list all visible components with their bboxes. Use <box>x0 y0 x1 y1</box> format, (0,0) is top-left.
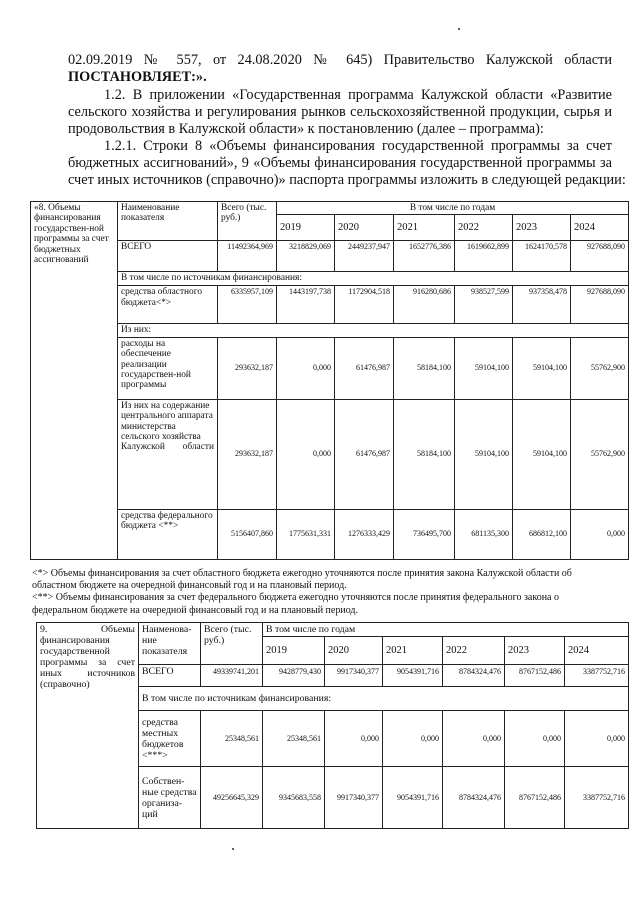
value-cell: 1172904,518 <box>335 286 394 324</box>
value-cell: 0,000 <box>277 399 335 509</box>
federal-budget-label: средства федерального бюджета <**> <box>118 509 218 559</box>
years-header: В том числе по годам <box>277 202 629 215</box>
regional-budget-label: средства областного бюджета<*> <box>118 286 218 324</box>
col-total-header-9: Всего (тыс. руб.) <box>201 623 263 665</box>
intro-line-2: ПОСТАНОВЛЯЕТ:». <box>68 69 207 85</box>
year-2021: 2021 <box>394 215 455 241</box>
value-cell: 1652776,386 <box>394 241 455 272</box>
value-cell: 59104,100 <box>513 399 571 509</box>
row-8-title: «8. Объемы финансирования государствен-ной программы за счет бюджетных ассигнований <box>31 202 118 560</box>
year-2021: 2021 <box>383 637 443 665</box>
value-cell: 11492364,969 <box>218 241 277 272</box>
value-cell: 681135,300 <box>455 509 513 559</box>
value-cell: 0,000 <box>565 711 629 767</box>
scan-speck <box>232 848 234 850</box>
year-2023: 2023 <box>505 637 565 665</box>
value-cell: 5156407,860 <box>218 509 277 559</box>
value-cell: 293632,187 <box>218 337 277 399</box>
year-2022: 2022 <box>455 215 513 241</box>
col-name-header: Наименование показателя <box>118 202 218 241</box>
para-1-2-1-line-1: 1.2.1. Строки 8 «Объемы финансирования государственной программы за счет <box>104 138 612 154</box>
value-cell: 3387752,716 <box>565 767 629 829</box>
col-name-header-9: Наименова-ние показателя <box>139 623 201 665</box>
value-cell: 1775631,331 <box>277 509 335 559</box>
value-cell: 927688,090 <box>571 241 629 272</box>
table-row <box>31 241 629 272</box>
value-cell: 293632,187 <box>218 399 277 509</box>
value-cell: 8767152,486 <box>505 665 565 687</box>
year-2020: 2020 <box>335 215 394 241</box>
para-1-2-1-line-3: счет иных источников (справочно)» паспорта программы изложить в следующей редакции: <box>68 172 626 188</box>
years-header-9: В том числе по годам <box>263 623 629 637</box>
table-row <box>31 509 629 559</box>
value-cell: 1619662,899 <box>455 241 513 272</box>
by-sources-label-9: В том числе по источникам финансирования: <box>139 687 629 711</box>
para-1-2-1-line-2: бюджетных ассигнований», 9 «Объемы финансирования государственной программы за <box>68 155 612 171</box>
own-funds-label: Собствен-ные средства организа-ций <box>139 767 201 829</box>
value-cell: 9054391,716 <box>383 767 443 829</box>
value-cell: 58184,100 <box>394 337 455 399</box>
value-cell: 8784324,476 <box>443 665 505 687</box>
table-row-9 <box>36 622 629 829</box>
table-row <box>31 286 629 324</box>
value-cell: 59104,100 <box>455 337 513 399</box>
of-them-label: Из них: <box>118 324 629 337</box>
value-cell: 8767152,486 <box>505 767 565 829</box>
intro-line-1: 02.09.2019 № 557, от 24.08.2020 № 645) Правительство Калужской области <box>68 52 612 68</box>
value-cell: 916280,686 <box>394 286 455 324</box>
value-cell: 2449237,947 <box>335 241 394 272</box>
value-cell: 49339741,201 <box>201 665 263 687</box>
col-total-header: Всего (тыс. руб.) <box>218 202 277 241</box>
value-cell: 55762,900 <box>571 399 629 509</box>
year-2019: 2019 <box>277 215 335 241</box>
local-budget-label: средства местных бюджетов <***> <box>139 711 201 767</box>
value-cell: 0,000 <box>571 509 629 559</box>
value-cell: 59104,100 <box>455 399 513 509</box>
footnote-2-line-2: федеральном бюджете на очередной финансовый год и на плановый период. <box>32 605 359 616</box>
year-2023: 2023 <box>513 215 571 241</box>
value-cell: 58184,100 <box>394 399 455 509</box>
value-cell: 49256645,329 <box>201 767 263 829</box>
value-cell: 686812,100 <box>513 509 571 559</box>
central-apparatus-label: Из них на содержание центрального аппарата министерства сельского хозяйства Калужской области <box>118 399 218 509</box>
value-cell: 55762,900 <box>571 337 629 399</box>
value-cell: 9428779,430 <box>263 665 325 687</box>
footnote-1-line-1: <*> Объемы финансирования за счет областного бюджета ежегодно уточняются после принятия закона Калужской области об <box>32 568 572 579</box>
total-label-9: ВСЕГО <box>139 665 201 687</box>
row-9-title: 9. Объемы финансирования государственной программы за счет иных источников (справочно) <box>37 623 139 829</box>
value-cell: 1276333,429 <box>335 509 394 559</box>
value-cell: 0,000 <box>325 711 383 767</box>
value-cell: 59104,100 <box>513 337 571 399</box>
value-cell: 927688,090 <box>571 286 629 324</box>
value-cell: 61476,987 <box>335 337 394 399</box>
footnote-1-line-2: областном бюджете на очередной финансовый год и на плановый период. <box>32 580 347 591</box>
table-row-8 <box>30 201 629 560</box>
value-cell: 0,000 <box>443 711 505 767</box>
value-cell: 9345683,558 <box>263 767 325 829</box>
value-cell: 0,000 <box>383 711 443 767</box>
value-cell: 736495,700 <box>394 509 455 559</box>
expenses-label: расходы на обеспечение реализации государствен-ной программы <box>118 337 218 399</box>
footnote-2-line-1: <**> Объемы финансирования за счет федерального бюджета ежегодно уточняются после принятия федерального закона о <box>32 592 559 603</box>
value-cell: 1624170,578 <box>513 241 571 272</box>
year-2019: 2019 <box>263 637 325 665</box>
value-cell: 938527,599 <box>455 286 513 324</box>
by-sources-label: В том числе по источникам финансирования: <box>118 272 629 286</box>
value-cell: 0,000 <box>505 711 565 767</box>
scan-speck <box>458 28 460 30</box>
value-cell: 6335957,109 <box>218 286 277 324</box>
para-1-2-line-1: 1.2. В приложении «Государственная программа Калужской области «Развитие <box>104 87 612 103</box>
value-cell: 25348,561 <box>201 711 263 767</box>
para-1-2-line-3: продовольствия в Калужской области» к постановлению (далее – программа): <box>68 121 544 137</box>
value-cell: 61476,987 <box>335 399 394 509</box>
year-2022: 2022 <box>443 637 505 665</box>
value-cell: 9054391,716 <box>383 665 443 687</box>
table-row <box>31 337 629 399</box>
value-cell: 25348,561 <box>263 711 325 767</box>
value-cell: 9917340,377 <box>325 665 383 687</box>
table-row <box>31 399 629 509</box>
para-1-2-line-2: сельского хозяйства и регулирования рынков сельскохозяйственной продукции, сырья и <box>68 104 612 120</box>
year-2020: 2020 <box>325 637 383 665</box>
total-label: ВСЕГО <box>118 241 218 272</box>
value-cell: 8784324,476 <box>443 767 505 829</box>
value-cell: 3387752,716 <box>565 665 629 687</box>
year-2024: 2024 <box>571 215 629 241</box>
value-cell: 937358,478 <box>513 286 571 324</box>
value-cell: 0,000 <box>277 337 335 399</box>
value-cell: 1443197,738 <box>277 286 335 324</box>
year-2024: 2024 <box>565 637 629 665</box>
value-cell: 3218829,069 <box>277 241 335 272</box>
value-cell: 9917340,377 <box>325 767 383 829</box>
